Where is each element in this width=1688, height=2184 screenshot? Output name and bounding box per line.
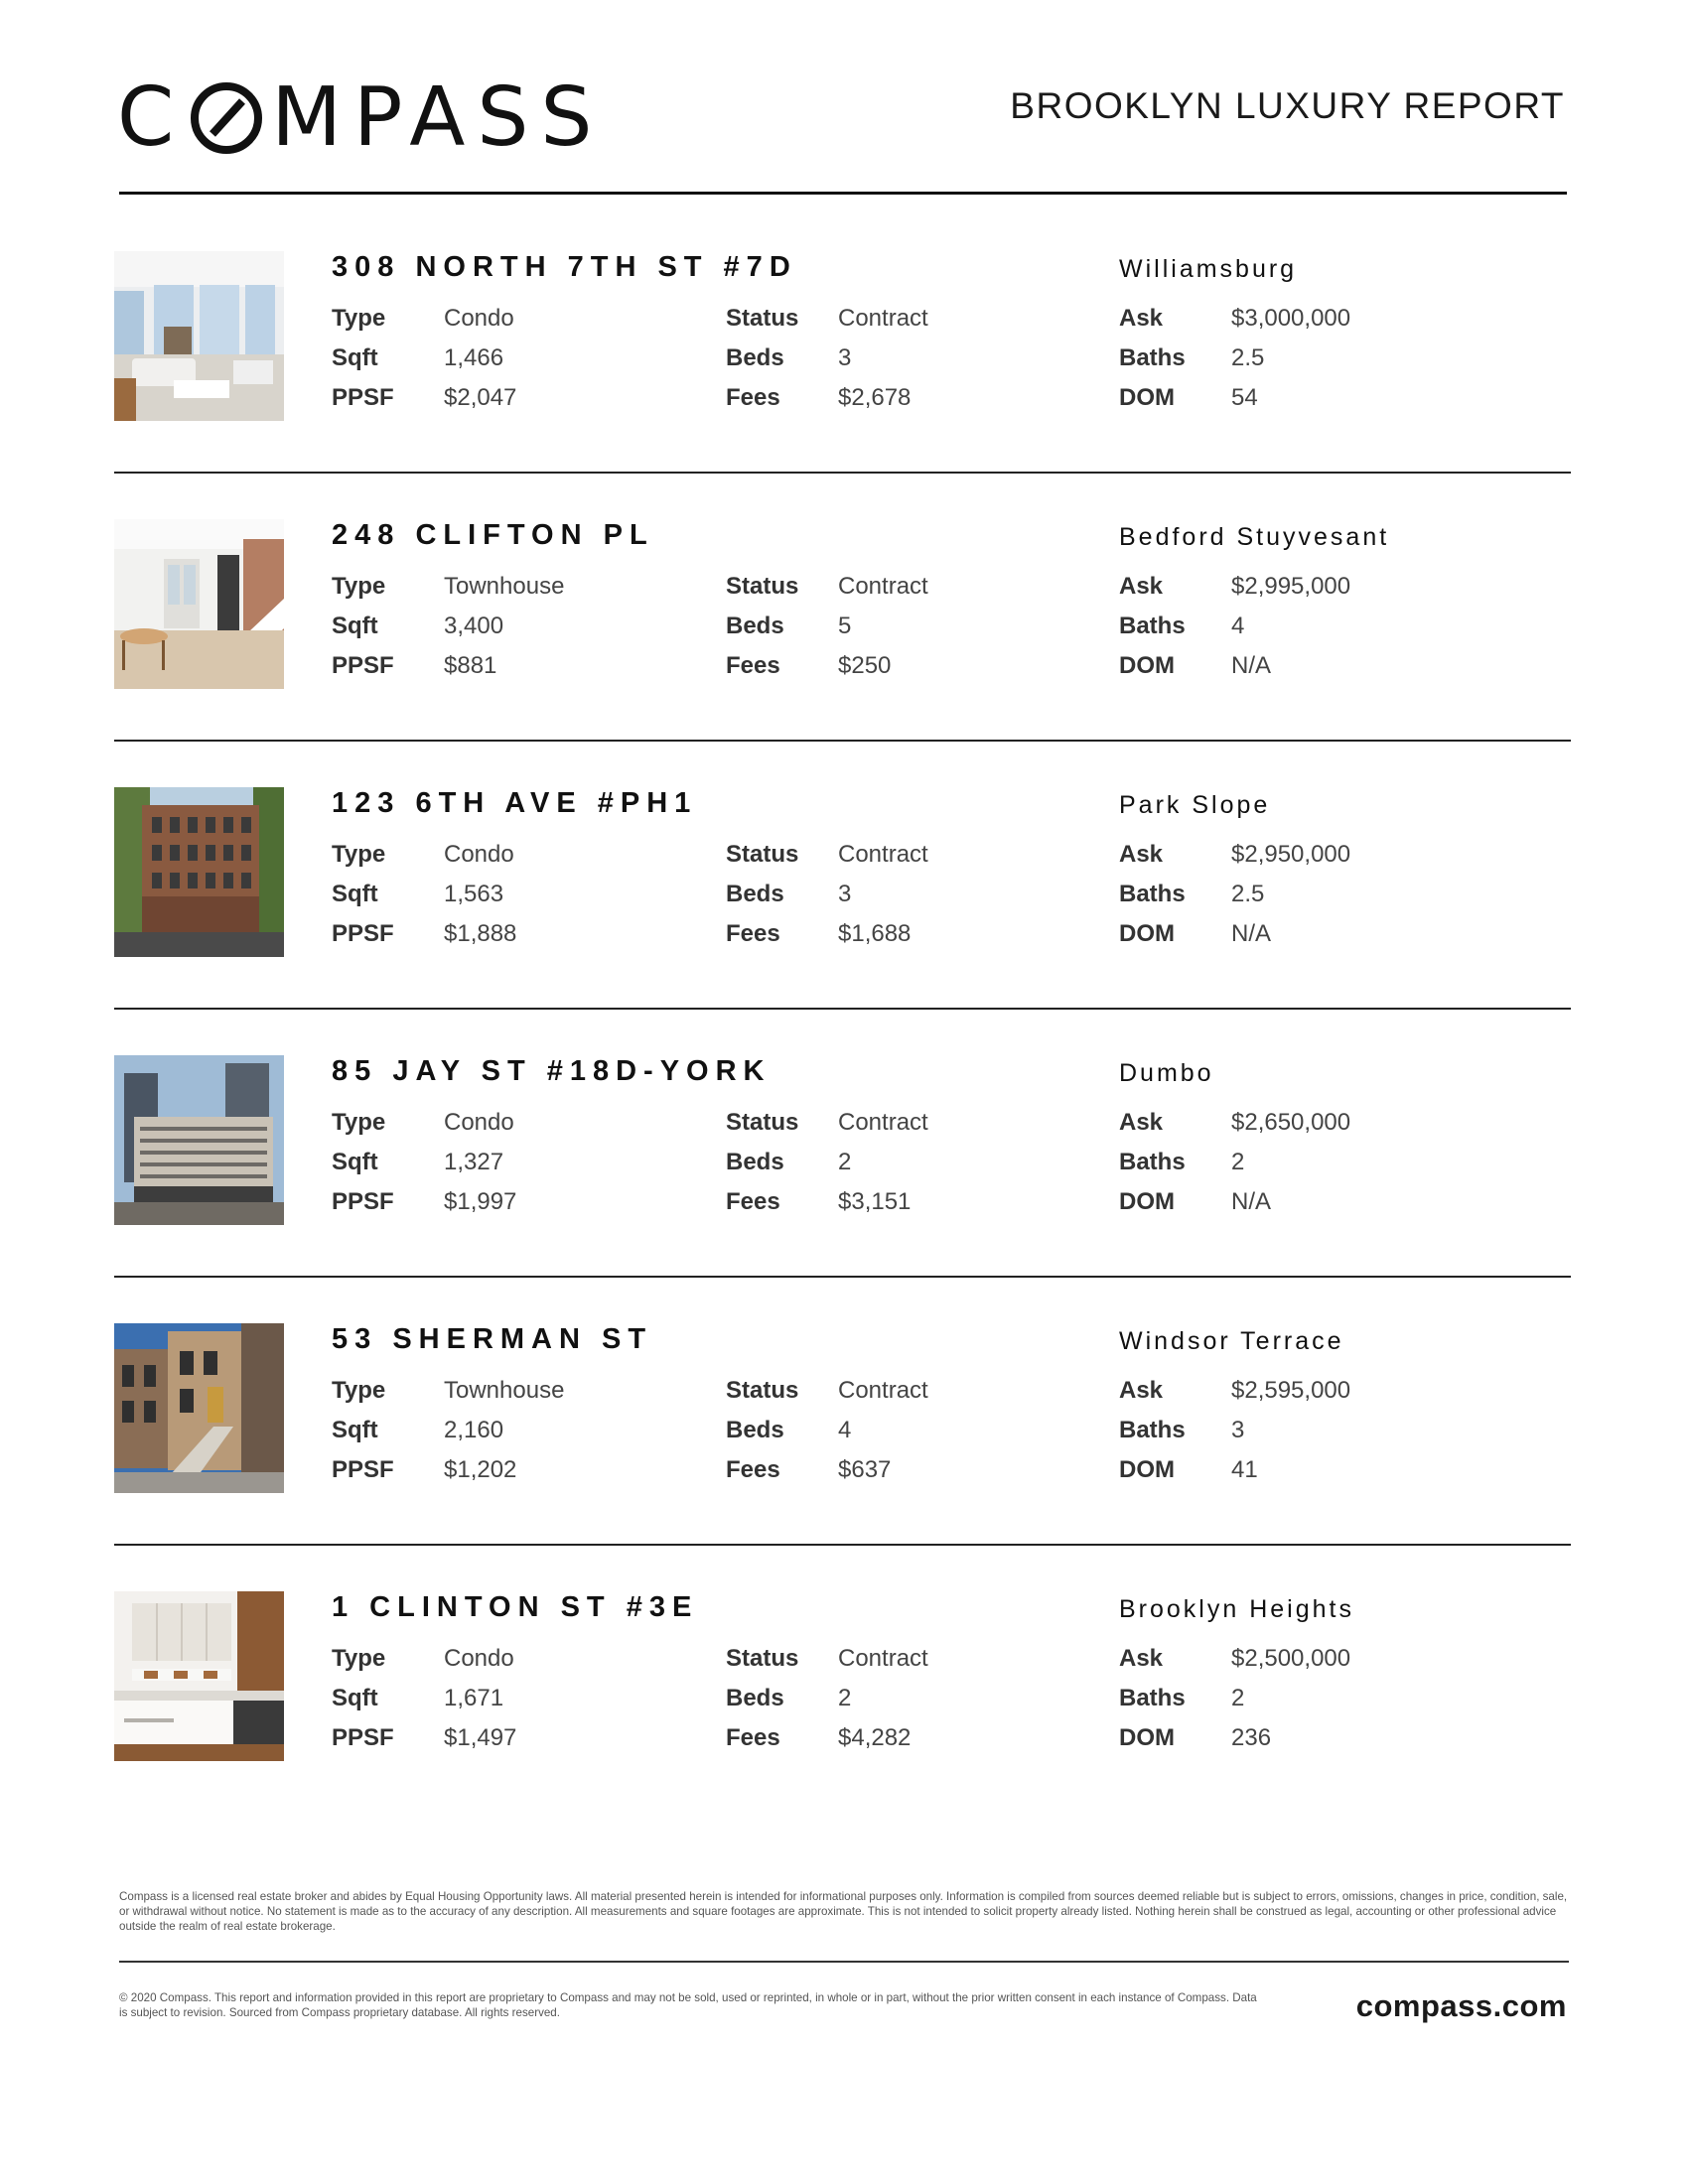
listing-neighborhood: Park Slope	[1119, 791, 1271, 819]
sqft-label: Sqft	[332, 1685, 378, 1711]
ppsf-value: $1,888	[444, 920, 517, 947]
baths-label: Baths	[1119, 613, 1186, 639]
listing-divider	[114, 1008, 1571, 1010]
listing-photo	[114, 1055, 284, 1225]
logo-text-end: MPASS	[271, 70, 605, 165]
beds-value: 3	[838, 344, 852, 371]
dom-label: DOM	[1119, 652, 1175, 679]
beds-label: Beds	[726, 1685, 784, 1711]
fees-label: Fees	[726, 652, 780, 679]
baths-value: 2	[1231, 1149, 1245, 1175]
listing-photo	[114, 787, 284, 957]
listing-4	[114, 1055, 1571, 1323]
fees-value: $2,678	[838, 384, 912, 411]
ask-value: $2,950,000	[1231, 841, 1351, 868]
footer-divider	[119, 1961, 1569, 1963]
ppsf-label: PPSF	[332, 1456, 394, 1483]
type-label: Type	[332, 305, 386, 332]
baths-value: 2.5	[1231, 881, 1265, 907]
listing-1	[114, 251, 1571, 519]
compass-logo	[117, 70, 605, 165]
listing-address: 53 SHERMAN ST	[332, 1323, 653, 1355]
beds-label: Beds	[726, 881, 784, 907]
status-label: Status	[726, 1645, 799, 1672]
type-value: Townhouse	[444, 573, 565, 600]
sqft-value: 1,466	[444, 344, 504, 371]
sqft-label: Sqft	[332, 613, 378, 639]
beds-value: 2	[838, 1685, 852, 1711]
beds-value: 3	[838, 881, 852, 907]
listing-neighborhood: Dumbo	[1119, 1059, 1214, 1087]
status-value: Contract	[838, 1377, 928, 1404]
sqft-value: 1,563	[444, 881, 504, 907]
dom-value: N/A	[1231, 652, 1272, 679]
ppsf-value: $881	[444, 652, 497, 679]
baths-label: Baths	[1119, 1685, 1186, 1711]
ppsf-value: $1,997	[444, 1188, 517, 1215]
listing-address: 85 JAY ST #18D-YORK	[332, 1055, 772, 1087]
dom-label: DOM	[1119, 1456, 1175, 1483]
compass-o-icon	[188, 79, 265, 157]
baths-value: 2.5	[1231, 344, 1265, 371]
status-label: Status	[726, 573, 799, 600]
ask-label: Ask	[1119, 305, 1164, 332]
listing-neighborhood: Williamsburg	[1119, 255, 1298, 283]
dom-value: 41	[1231, 1456, 1258, 1483]
ppsf-label: PPSF	[332, 652, 394, 679]
logo-text-start: C	[117, 70, 187, 165]
beds-label: Beds	[726, 613, 784, 639]
listing-neighborhood: Brooklyn Heights	[1119, 1595, 1354, 1623]
baths-label: Baths	[1119, 881, 1186, 907]
baths-value: 4	[1231, 613, 1245, 639]
dom-value: N/A	[1231, 1188, 1272, 1215]
ask-label: Ask	[1119, 1377, 1164, 1404]
beds-value: 2	[838, 1149, 852, 1175]
listing-divider	[114, 740, 1571, 742]
fees-label: Fees	[726, 920, 780, 947]
ask-value: $2,595,000	[1231, 1377, 1351, 1404]
sqft-value: 2,160	[444, 1417, 504, 1443]
type-label: Type	[332, 841, 386, 868]
type-value: Condo	[444, 305, 514, 332]
sqft-label: Sqft	[332, 1417, 378, 1443]
beds-label: Beds	[726, 1417, 784, 1443]
sqft-value: 1,327	[444, 1149, 504, 1175]
baths-value: 3	[1231, 1417, 1245, 1443]
status-label: Status	[726, 1109, 799, 1136]
listing-5	[114, 1323, 1571, 1591]
dom-value: 236	[1231, 1724, 1272, 1751]
type-value: Condo	[444, 1645, 514, 1672]
fees-value: $1,688	[838, 920, 912, 947]
sqft-label: Sqft	[332, 344, 378, 371]
ask-value: $2,995,000	[1231, 573, 1351, 600]
listing-address: 123 6TH AVE #PH1	[332, 787, 698, 819]
ppsf-value: $1,497	[444, 1724, 517, 1751]
ppsf-label: PPSF	[332, 384, 394, 411]
dom-label: DOM	[1119, 1188, 1175, 1215]
type-label: Type	[332, 1109, 386, 1136]
dom-label: DOM	[1119, 920, 1175, 947]
type-value: Condo	[444, 1109, 514, 1136]
ppsf-label: PPSF	[332, 920, 394, 947]
ask-label: Ask	[1119, 841, 1164, 868]
dom-label: DOM	[1119, 384, 1175, 411]
sqft-label: Sqft	[332, 881, 378, 907]
baths-label: Baths	[1119, 1149, 1186, 1175]
sqft-value: 1,671	[444, 1685, 504, 1711]
beds-label: Beds	[726, 344, 784, 371]
legal-disclaimer: Compass is a licensed real estate broker and abides by Equal Housing Opportunity laws. All material presented herein is intended for informational purposes only. Information is compiled from sources deemed reliable but is subject to errors, omissions, changes in price, condition, sale, or withdrawal without notice. No statement is made as to the accuracy of any description. All measurements and square footages are approximate. This is not intended to solicit property already listed. Nothing herein shall be construed as legal, accounting or other professional advice outside the realm of real estate brokerage.	[119, 1890, 1568, 1933]
listing-divider	[114, 1276, 1571, 1278]
baths-value: 2	[1231, 1685, 1245, 1711]
report-title: BROOKLYN LUXURY REPORT	[1010, 85, 1565, 126]
status-label: Status	[726, 1377, 799, 1404]
ppsf-label: PPSF	[332, 1188, 394, 1215]
beds-value: 4	[838, 1417, 852, 1443]
ppsf-value: $2,047	[444, 384, 517, 411]
type-label: Type	[332, 573, 386, 600]
type-value: Condo	[444, 841, 514, 868]
status-label: Status	[726, 305, 799, 332]
ppsf-label: PPSF	[332, 1724, 394, 1751]
fees-label: Fees	[726, 1724, 780, 1751]
status-value: Contract	[838, 1109, 928, 1136]
fees-label: Fees	[726, 384, 780, 411]
status-value: Contract	[838, 305, 928, 332]
fees-value: $4,282	[838, 1724, 912, 1751]
copyright-notice: © 2020 Compass. This report and information provided in this report are proprietary to Compass and may not be sold, used or reprinted, in whole or in part, without the prior written consent in each instance of Compass. Data is subject to revision. Sourced from Compass proprietary database. All rights reserved.	[119, 1991, 1257, 2019]
ask-value: $3,000,000	[1231, 305, 1351, 332]
status-label: Status	[726, 841, 799, 868]
fees-label: Fees	[726, 1188, 780, 1215]
ask-value: $2,500,000	[1231, 1645, 1351, 1672]
listing-photo	[114, 1323, 284, 1493]
listing-photo	[114, 519, 284, 689]
dom-value: N/A	[1231, 920, 1272, 947]
listing-3	[114, 787, 1571, 1055]
ppsf-value: $1,202	[444, 1456, 517, 1483]
ask-label: Ask	[1119, 1645, 1164, 1672]
listing-neighborhood: Windsor Terrace	[1119, 1327, 1344, 1355]
listing-address: 308 NORTH 7TH ST #7D	[332, 251, 797, 283]
listing-photo	[114, 1591, 284, 1761]
listing-address: 248 CLIFTON PL	[332, 519, 654, 551]
listing-photo	[114, 251, 284, 421]
fees-value: $637	[838, 1456, 892, 1483]
baths-label: Baths	[1119, 1417, 1186, 1443]
fees-label: Fees	[726, 1456, 780, 1483]
sqft-value: 3,400	[444, 613, 504, 639]
listing-divider	[114, 1544, 1571, 1546]
baths-label: Baths	[1119, 344, 1186, 371]
type-label: Type	[332, 1377, 386, 1404]
fees-value: $3,151	[838, 1188, 912, 1215]
website-link[interactable]: compass.com	[1355, 1988, 1567, 2023]
dom-value: 54	[1231, 384, 1258, 411]
ask-value: $2,650,000	[1231, 1109, 1351, 1136]
ask-label: Ask	[1119, 573, 1164, 600]
header-divider	[119, 192, 1567, 195]
listing-divider	[114, 472, 1571, 474]
listing-neighborhood: Bedford Stuyvesant	[1119, 523, 1390, 551]
type-value: Townhouse	[444, 1377, 565, 1404]
status-value: Contract	[838, 573, 928, 600]
status-value: Contract	[838, 1645, 928, 1672]
listing-2	[114, 519, 1571, 787]
type-label: Type	[332, 1645, 386, 1672]
beds-value: 5	[838, 613, 852, 639]
status-value: Contract	[838, 841, 928, 868]
beds-label: Beds	[726, 1149, 784, 1175]
ask-label: Ask	[1119, 1109, 1164, 1136]
listing-6	[114, 1591, 1571, 1859]
listing-address: 1 CLINTON ST #3E	[332, 1591, 699, 1623]
dom-label: DOM	[1119, 1724, 1175, 1751]
sqft-label: Sqft	[332, 1149, 378, 1175]
fees-value: $250	[838, 652, 892, 679]
